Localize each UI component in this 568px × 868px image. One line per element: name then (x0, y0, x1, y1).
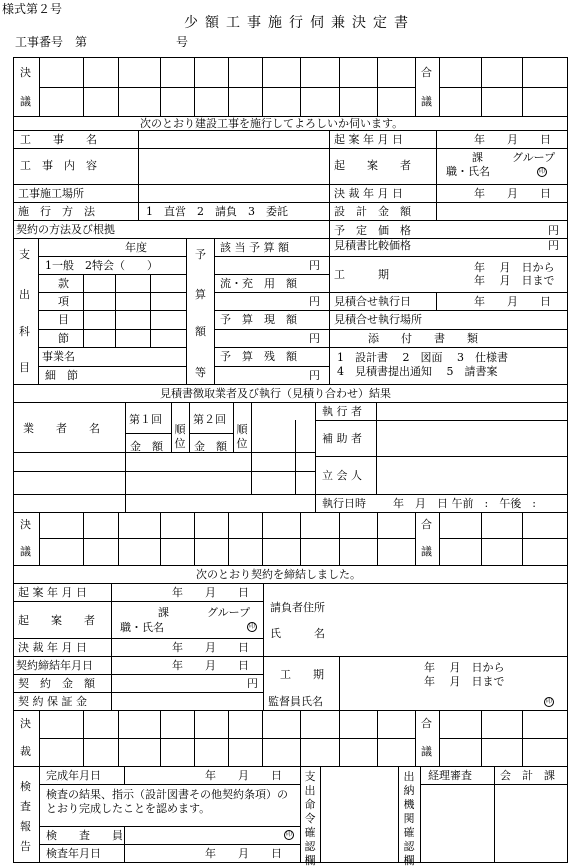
assistant-label: 補 助 者 (322, 432, 362, 445)
contract-draft-date-label: 起 案 年 月 日 (18, 586, 87, 599)
work-name-label: 工 事 名 (20, 133, 97, 146)
contract-drafter-group: グループ (207, 606, 251, 619)
consult3-label-top: 合 (421, 717, 432, 730)
approval-label-bottom: 議 (20, 95, 31, 108)
compare-price-label: 見積書比較価格 (334, 239, 411, 252)
contract-drafter-label: 起 案 者 (18, 614, 95, 627)
inspection-char-4: 告 (20, 840, 31, 853)
transfer-yen: 円 (309, 295, 320, 308)
witness-label: 立 会 人 (322, 469, 362, 482)
quote-date-label: 見積合せ執行日 (334, 295, 411, 308)
draft-date-label: 起 案 年 月 日 (334, 133, 403, 146)
executor-label: 執 行 者 (322, 405, 362, 418)
applicable-budget-label: 該 当 予 算 額 (220, 241, 289, 254)
round2-label: 第２回 (193, 413, 226, 426)
round1-rank-label: 順位 (174, 423, 186, 450)
supervisor-seal-icon: 印 (545, 698, 552, 705)
balance-label: 予 算 残 額 (220, 350, 297, 363)
cashier-confirm-label: 出納機関確認欄 (403, 770, 415, 867)
contract-amount-yen: 円 (247, 677, 258, 690)
conclusion-date-label: 契約締結年月日 (16, 659, 93, 672)
work-number-suffix: 号 (176, 35, 189, 49)
decision-date-label: 決 裁 年 月 日 (334, 187, 403, 200)
inspection-date-value: 年 月 日 (205, 847, 282, 860)
exec-datetime-value: 年 月 日 午前 : 午後 : (393, 497, 536, 510)
inspection-date-label: 検査年月日 (46, 847, 101, 860)
expense-char-4: 目 (19, 361, 30, 374)
contract-amount-label: 契 約 金 額 (18, 677, 95, 690)
consult2-label-top: 合 (421, 518, 432, 531)
approval2-label-bottom: 議 (20, 545, 31, 558)
quote-section-title: 見積書徴取業者及び執行（見積り合わせ）結果 (160, 387, 391, 400)
detail-label: 細 節 (45, 369, 78, 382)
request-line: 次のとおり建設工事を施行してよろしいか伺います。 (140, 117, 404, 130)
moku-label: 目 (58, 313, 69, 326)
contract-seal-icon: 印 (248, 623, 255, 630)
payment-confirm-label: 支出命令確認欄 (304, 770, 316, 867)
drafter-title-name: 職・氏名 (446, 165, 490, 178)
account-type: 1一般 2特会（ ） (45, 259, 158, 272)
contract-basis-label: 契約の方法及び根拠 (16, 223, 115, 236)
expense-char-2: 出 (19, 288, 30, 301)
consult3-label-bottom: 議 (421, 745, 432, 758)
budget-char-1: 予 (195, 248, 206, 261)
design-amount-label: 設 計 金 額 (334, 205, 411, 218)
inspector-label: 検 査 員 (46, 829, 123, 842)
current-budget-label: 予 算 現 額 (220, 313, 297, 326)
contractor-address-label: 請負者住所 (270, 601, 325, 614)
contract-deposit-label: 契 約 保 証 金 (18, 695, 87, 708)
transfer-label: 流・充 用 額 (220, 277, 297, 290)
quote-date-value: 年 月 日 (474, 295, 551, 308)
inspection-char-2: 査 (20, 800, 31, 813)
work-content-label: 工 事 内 容 (20, 159, 97, 172)
applicable-yen: 円 (309, 259, 320, 272)
method-options: 1 直営 2 請負 3 委託 (146, 205, 288, 218)
consult-label-top: 合 (421, 66, 432, 79)
round2-amount-label: 金 額 (194, 440, 227, 453)
inspector-seal-icon: 印 (285, 831, 292, 838)
period-label: 工 期 (334, 268, 389, 281)
expense-char-1: 支 (19, 248, 30, 261)
planned-price-yen: 円 (548, 224, 559, 237)
drafter-group: グループ (512, 151, 556, 164)
approval3-label-bottom: 裁 (20, 745, 31, 758)
approval2-label-top: 決 (20, 518, 31, 531)
inspection-text: 検査の結果、指示（設計図書その他契約条項）のとおり完成したことを認めます。 (46, 788, 288, 815)
kan-label: 款 (58, 277, 69, 290)
accounting-label: 会 計 課 (500, 769, 555, 782)
contract-drafter-ka: 課 (158, 606, 169, 619)
attachments-line-2: 4 見積書提出通知 5 請書案 (337, 365, 498, 378)
drafter-label: 起 案 者 (334, 159, 411, 172)
consult2-label-bottom: 議 (421, 545, 432, 558)
contract-period-until: 年 月 日まで (424, 675, 505, 688)
work-site-label: 工事施工場所 (18, 187, 84, 200)
fiscal-year-label: 年度 (125, 241, 147, 254)
contract-decision-date-label: 決 裁 年 月 日 (18, 641, 87, 654)
completion-date-value: 年 月 日 (205, 769, 282, 782)
budget-char-2: 算 (195, 288, 206, 301)
form-number: 様式第２号 (2, 2, 63, 16)
form-title: 少額工事施行伺兼決定書 (184, 15, 415, 31)
contract-line: 次のとおり契約を締結しました。 (196, 568, 361, 581)
attachments-label: 添 付 書 類 (368, 332, 478, 345)
approval-label-top: 決 (20, 66, 31, 79)
vendor-label: 業 者 名 (23, 422, 100, 435)
round1-label: 第１回 (129, 413, 162, 426)
project-label: 事業名 (42, 350, 75, 363)
conclusion-date-value: 年 月 日 (172, 659, 249, 672)
period-from: 年 月 日から (474, 261, 555, 274)
contract-period-label: 工 期 (280, 668, 324, 681)
audit-label: 経理審査 (428, 769, 472, 782)
seal-icon: 印 (538, 168, 545, 175)
kou-label: 項 (58, 295, 69, 308)
inspection-char-3: 報 (20, 820, 31, 833)
round2-rank-label: 順位 (236, 423, 248, 450)
decision-date-value: 年 月 日 (474, 187, 551, 200)
expense-char-3: 科 (19, 325, 30, 338)
drafter-ka: 課 (472, 151, 483, 164)
budget-char-4: 等 (195, 366, 206, 379)
contract-drafter-title-name: 職・氏名 (120, 621, 164, 634)
contract-decision-date-value: 年 月 日 (172, 641, 249, 654)
compare-price-yen: 円 (548, 239, 559, 252)
work-number-label: 工事番号 第 (15, 35, 88, 49)
contract-draft-date-value: 年 月 日 (172, 586, 249, 599)
setsu-label: 節 (58, 332, 69, 345)
approval3-label-top: 決 (20, 717, 31, 730)
current-yen: 円 (309, 332, 320, 345)
attachments-line-1: 1 設計書 2 図面 3 仕様書 (337, 351, 508, 364)
round1-amount-label: 金 額 (130, 440, 163, 453)
budget-char-3: 額 (195, 325, 206, 338)
method-label: 施 行 方 法 (18, 205, 95, 218)
supervisor-label: 監督員氏名 (268, 695, 323, 708)
quote-place-label: 見積合せ執行場所 (334, 313, 422, 326)
draft-date-value: 年 月 日 (474, 133, 551, 146)
contract-period-from: 年 月 日から (424, 661, 505, 674)
consult-label-bottom: 議 (421, 95, 432, 108)
inspection-char-1: 検 (20, 780, 31, 793)
completion-date-label: 完成年月日 (46, 769, 101, 782)
balance-yen: 円 (309, 369, 320, 382)
period-until: 年 月 日まで (474, 274, 555, 287)
exec-datetime-label: 執行日時 (322, 497, 366, 510)
planned-price-label: 予 定 価 格 (334, 224, 411, 237)
contractor-name-label: 氏 名 (270, 627, 325, 640)
